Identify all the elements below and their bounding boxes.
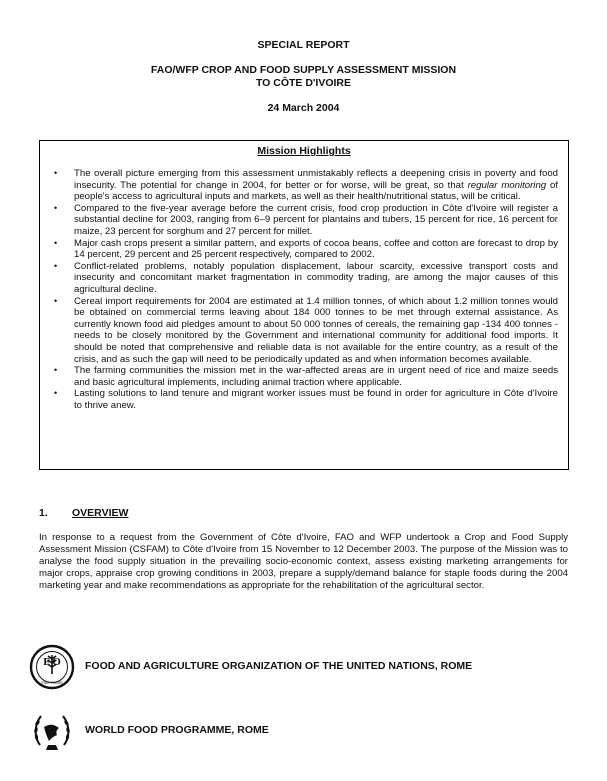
highlight-text: Lasting solutions to land tenure and migrant worker issues must be found in order for agriculture in Côte d'Ivoire to thrive anew. — [74, 388, 558, 411]
highlights-title: Mission Highlights — [257, 145, 351, 157]
fao-footer-row — [28, 643, 588, 691]
fao-organization-name: FOOD AND AGRICULTURE ORGANIZATION OF THE UNITED NATIONS, ROME — [85, 660, 473, 672]
highlight-item — [50, 388, 558, 411]
mission-highlights-box — [39, 140, 569, 470]
bullet-icon: • — [54, 388, 58, 399]
highlight-text: Conflict-related problems, notably population displacement, labour scarcity, excessive transport costs and insecurity and concomitant market fragmentation in commodity trading, are among the major causes of this agricultural decline. — [74, 260, 558, 295]
highlight-text: The farming communities the mission met in the war-affected areas are in urgent need of rice and maize seeds and basic agricultural implements, including animal traction where applicable. — [74, 365, 558, 388]
mission-title-line-1: FAO/WFP CROP AND FOOD SUPPLY ASSESSMENT MISSION — [150, 64, 457, 76]
highlight-item — [50, 296, 558, 366]
section-number: 1. — [39, 507, 48, 519]
svg-text:F O: F O — [43, 656, 61, 668]
fao-logo-icon — [28, 643, 76, 691]
bullet-icon: • — [54, 365, 58, 376]
section-title: OVERVIEW — [72, 507, 129, 519]
svg-text:FIAT PANIS: FIAT PANIS — [41, 680, 63, 685]
highlight-item — [50, 168, 558, 203]
highlight-text: Compared to the five-year average before the current crisis, food crop production in Côte d'Ivoire will register a substantial decline for 2003, ranging from 6–9 percent for plantains and tubers, 15 percent for rice, 16 percent for maize, 23 percent for sorghum and 27 percent for millet. — [74, 202, 558, 237]
highlight-item — [50, 238, 558, 261]
wfp-logo-icon — [28, 707, 76, 755]
highlight-item — [50, 203, 558, 238]
highlight-item — [50, 261, 558, 296]
highlights-list — [50, 168, 558, 411]
report-date: 24 March 2004 — [267, 102, 340, 114]
overview-paragraph: In response to a request from the Government of Côte d'Ivoire, FAO and WFP undertook a Crop and Food Supply Assessment Mission (CSFAM) to Côte d'Ivoire from 15 November to 12 December 2003. The purpose of the Mission was to analyse the food supply situation in the prevailing socio-economic context, assess existing marketing arrangements for major crops, appraise crop growing conditions in 2003, prepare a supply/demand balance for staple foods during the 2004 marketing year and make recommendations as appropriate for the rehabilitation of the agricultural sector. — [39, 532, 568, 591]
bullet-icon: • — [54, 237, 58, 248]
wfp-footer-row — [28, 707, 588, 755]
bullet-icon: • — [54, 168, 58, 178]
highlight-text: Major cash crops present a similar pattern, and exports of cocoa beans, coffee and cotton are forecast to drop by 14 percent, 29 percent and 25 percent respectively, compared to 2002. — [74, 237, 558, 261]
report-type: SPECIAL REPORT — [257, 39, 350, 51]
highlight-item — [50, 365, 558, 388]
overview-heading — [39, 507, 128, 519]
highlight-text: Cereal import requirements for 2004 are estimated at 1.4 million tonnes, of which about 1.2 million tonnes would be obtained on commercial terms leaving about 184 000 tonnes to be met through external assistance. As currently known food aid pledges amount to about 50 000 tonnes of cereals, the remaining gap -134 400 tonnes - needs to be closely monitored by the Government and international community for additional food imports. It should be noted that comprehensive and reliable data is not available for the entire country, as a result of the crisis, and as such the gap will need to be periodically updated as and when information becomes available. — [74, 295, 558, 365]
bullet-icon: • — [54, 260, 58, 271]
highlight-emphasis: regular monitoring — [467, 179, 547, 191]
bullet-icon: • — [54, 295, 58, 306]
highlight-text-before: The overall picture emerging from this assessment unmistakably reflects a deepening crisis in poverty and food insecurity. The potential for change in 2004, for better or for worse, will be great, so that — [74, 168, 558, 191]
highlight-text-after: of people's access to agricultural inputs and markets, as well as their health/nutritional status, will be critical. — [74, 179, 559, 203]
bullet-icon: • — [54, 202, 58, 213]
wfp-organization-name: WORLD FOOD PROGRAMME, ROME — [85, 724, 269, 736]
mission-title-line-2: TO CÔTE D'IVOIRE — [255, 77, 352, 89]
